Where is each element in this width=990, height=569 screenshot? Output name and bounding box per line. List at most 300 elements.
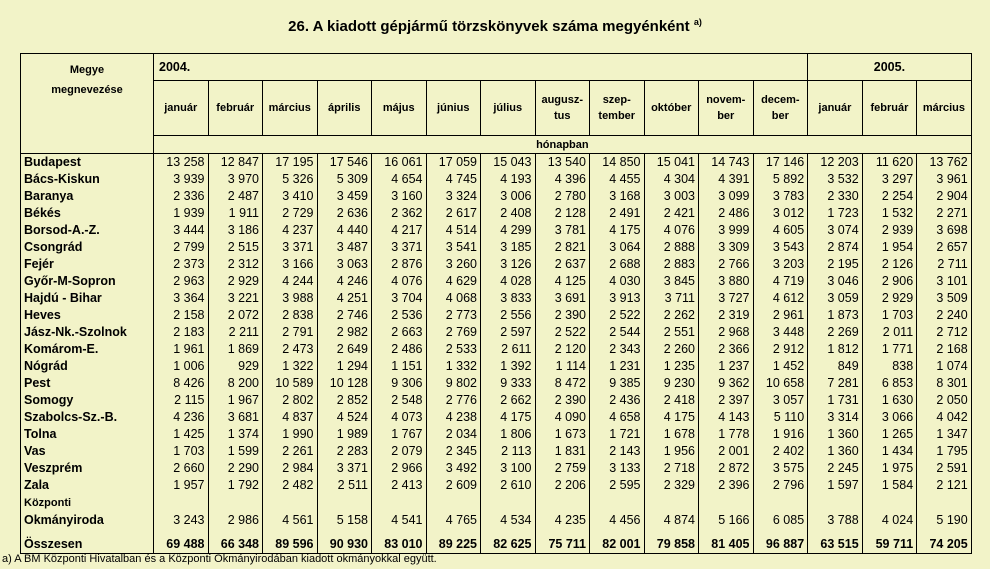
megye-header-line1: Megye: [69, 64, 105, 76]
year-2004-header: 2004.: [154, 54, 808, 81]
value-cell: 1 434: [862, 443, 917, 460]
value-cell: 3 203: [753, 256, 808, 273]
value-cell: 1 911: [208, 205, 263, 222]
month-header: [208, 81, 263, 136]
value-cell: 2 838: [263, 307, 318, 324]
value-cell: 2 345: [426, 443, 481, 460]
value-cell: 3 297: [862, 171, 917, 188]
county-name: Központi: [21, 494, 154, 512]
value-cell: 3 781: [535, 222, 590, 239]
value-cell: 2 269: [808, 324, 863, 341]
value-cell: 4 244: [263, 273, 318, 290]
value-cell: 4 304: [644, 171, 699, 188]
value-cell: 11 620: [862, 154, 917, 172]
value-cell: 3 448: [753, 324, 808, 341]
value-cell: [481, 494, 536, 512]
value-cell: 1 006: [154, 358, 209, 375]
value-cell: 9 306: [372, 375, 427, 392]
value-cell: 2 206: [535, 477, 590, 494]
value-cell: 10 589: [263, 375, 318, 392]
month-header: [862, 81, 917, 136]
value-cell: 4 125: [535, 273, 590, 290]
table-row: [21, 477, 972, 494]
county-name: Hajdú - Bihar: [21, 290, 154, 307]
county-name: Jász-Nk.-Szolnok: [21, 324, 154, 341]
value-cell: 3 160: [372, 188, 427, 205]
table-row: [21, 409, 972, 426]
value-cell: 14 850: [590, 154, 645, 172]
county-name: Somogy: [21, 392, 154, 409]
value-cell: 2 034: [426, 426, 481, 443]
value-cell: 5 326: [263, 171, 318, 188]
month-header: [753, 81, 808, 136]
month-header: [699, 81, 754, 136]
value-cell: 2 852: [317, 392, 372, 409]
value-cell: 4 175: [644, 409, 699, 426]
value-cell: 10 658: [753, 375, 808, 392]
table-title: [0, 17, 990, 35]
value-cell: [317, 494, 372, 512]
value-cell: 2 511: [317, 477, 372, 494]
value-cell: 2 397: [699, 392, 754, 409]
value-cell: 3 168: [590, 188, 645, 205]
value-cell: 2 011: [862, 324, 917, 341]
value-cell: 7 281: [808, 375, 863, 392]
value-cell: 2 872: [699, 460, 754, 477]
value-cell: 2 544: [590, 324, 645, 341]
value-cell: 4 629: [426, 273, 481, 290]
value-cell: 2 366: [699, 341, 754, 358]
value-cell: 2 261: [263, 443, 318, 460]
value-cell: 3 003: [644, 188, 699, 205]
month-header-line: február: [870, 102, 909, 114]
value-cell: 1 678: [644, 426, 699, 443]
value-cell: 1 630: [862, 392, 917, 409]
table-row: [21, 392, 972, 409]
value-cell: 4 440: [317, 222, 372, 239]
value-cell: 2 312: [208, 256, 263, 273]
value-cell: 17 195: [263, 154, 318, 172]
county-name: Borsod-A.-Z.: [21, 222, 154, 239]
value-cell: 1 235: [644, 358, 699, 375]
value-cell: 3 100: [481, 460, 536, 477]
value-cell: 3 371: [263, 239, 318, 256]
table-row: [21, 443, 972, 460]
value-cell: 4 236: [154, 409, 209, 426]
value-cell: 3 492: [426, 460, 481, 477]
value-cell: 2 966: [372, 460, 427, 477]
value-cell: 2 660: [154, 460, 209, 477]
value-cell: 6 085: [753, 512, 808, 529]
value-cell: 4 175: [481, 409, 536, 426]
month-header-line: ber: [771, 110, 789, 122]
value-cell: 6 853: [862, 375, 917, 392]
value-cell: 1 294: [317, 358, 372, 375]
value-cell: 1 990: [263, 426, 318, 443]
value-cell: [917, 494, 972, 512]
value-cell: 2 984: [263, 460, 318, 477]
value-cell: 83 010: [372, 535, 427, 554]
value-cell: 9 333: [481, 375, 536, 392]
table-row: [21, 426, 972, 443]
value-cell: 2 373: [154, 256, 209, 273]
value-cell: 3 532: [808, 171, 863, 188]
value-cell: 3 509: [917, 290, 972, 307]
value-cell: 2 158: [154, 307, 209, 324]
month-header-line: június: [437, 102, 470, 114]
month-header-line: április: [328, 102, 361, 114]
value-cell: 4 143: [699, 409, 754, 426]
value-cell: 2 556: [481, 307, 536, 324]
value-cell: 4 612: [753, 290, 808, 307]
value-cell: 3 543: [753, 239, 808, 256]
value-cell: 4 541: [372, 512, 427, 529]
value-cell: 3 681: [208, 409, 263, 426]
value-cell: 2 486: [372, 341, 427, 358]
value-cell: 2 982: [317, 324, 372, 341]
value-cell: 2 436: [590, 392, 645, 409]
county-name: Bács-Kiskun: [21, 171, 154, 188]
table-row: [21, 358, 972, 375]
value-cell: 5 892: [753, 171, 808, 188]
value-cell: 5 309: [317, 171, 372, 188]
value-cell: 90 930: [317, 535, 372, 554]
value-cell: 4 030: [590, 273, 645, 290]
value-cell: 8 472: [535, 375, 590, 392]
value-cell: 2 780: [535, 188, 590, 205]
value-cell: 75 711: [535, 535, 590, 554]
value-cell: 13 762: [917, 154, 972, 172]
value-cell: 2 330: [808, 188, 863, 205]
month-header-line: február: [216, 102, 255, 114]
value-cell: 1 452: [753, 358, 808, 375]
value-cell: 2 821: [535, 239, 590, 256]
value-cell: 4 837: [263, 409, 318, 426]
value-cell: 3 166: [263, 256, 318, 273]
value-cell: 4 251: [317, 290, 372, 307]
value-cell: 1 916: [753, 426, 808, 443]
month-header-line: január: [818, 102, 852, 114]
value-cell: 1 584: [862, 477, 917, 494]
value-cell: 3 487: [317, 239, 372, 256]
month-header-line: tember: [598, 110, 636, 122]
value-cell: 1 956: [644, 443, 699, 460]
value-cell: 2 408: [481, 205, 536, 222]
value-cell: 2 791: [263, 324, 318, 341]
value-cell: 2 533: [426, 341, 481, 358]
value-cell: 3 444: [154, 222, 209, 239]
value-cell: 2 776: [426, 392, 481, 409]
month-header: [317, 81, 372, 136]
value-cell: 2 402: [753, 443, 808, 460]
value-cell: 3 074: [808, 222, 863, 239]
value-cell: 3 324: [426, 188, 481, 205]
value-cell: 4 561: [263, 512, 318, 529]
county-name: Csongrád: [21, 239, 154, 256]
value-cell: 4 396: [535, 171, 590, 188]
value-cell: 1 597: [808, 477, 863, 494]
value-cell: 4 719: [753, 273, 808, 290]
value-cell: 4 073: [372, 409, 427, 426]
value-cell: 4 237: [263, 222, 318, 239]
value-cell: 4 024: [862, 512, 917, 529]
value-cell: 3 691: [535, 290, 590, 307]
month-header: [917, 81, 972, 136]
value-cell: [699, 494, 754, 512]
value-cell: 1 599: [208, 443, 263, 460]
month-header: [808, 81, 863, 136]
value-cell: 3 059: [808, 290, 863, 307]
value-cell: 2 362: [372, 205, 427, 222]
value-cell: 4 090: [535, 409, 590, 426]
total-row: [21, 535, 972, 554]
value-cell: 4 514: [426, 222, 481, 239]
value-cell: 2 802: [263, 392, 318, 409]
value-cell: 3 788: [808, 512, 863, 529]
value-cell: 5 166: [699, 512, 754, 529]
value-cell: 1 771: [862, 341, 917, 358]
title-footnote-mark: a): [693, 17, 702, 27]
value-cell: 82 625: [481, 535, 536, 554]
value-cell: 2 609: [426, 477, 481, 494]
value-cell: 9 362: [699, 375, 754, 392]
value-cell: 5 110: [753, 409, 808, 426]
value-cell: 2 939: [862, 222, 917, 239]
county-name: Szabolcs-Sz.-B.: [21, 409, 154, 426]
value-cell: 2 390: [535, 307, 590, 324]
month-header-line: január: [164, 102, 198, 114]
value-cell: 2 961: [753, 307, 808, 324]
value-cell: 1 392: [481, 358, 536, 375]
value-cell: 4 042: [917, 409, 972, 426]
title-text: 26. A kiadott gépjármű törzskönyvek száma megyénként: [288, 18, 690, 35]
value-cell: 17 146: [753, 154, 808, 172]
value-cell: 2 662: [481, 392, 536, 409]
value-cell: 4 455: [590, 171, 645, 188]
value-cell: 2 115: [154, 392, 209, 409]
value-cell: 3 133: [590, 460, 645, 477]
value-cell: 3 066: [862, 409, 917, 426]
month-header-line: decem-: [761, 94, 800, 106]
value-cell: 3 126: [481, 256, 536, 273]
value-cell: 82 001: [590, 535, 645, 554]
value-cell: 2 769: [426, 324, 481, 341]
value-cell: 3 704: [372, 290, 427, 307]
value-cell: 81 405: [699, 535, 754, 554]
value-cell: [426, 494, 481, 512]
value-cell: 2 729: [263, 205, 318, 222]
value-cell: 3 988: [263, 290, 318, 307]
county-name: Veszprém: [21, 460, 154, 477]
value-cell: 2 120: [535, 341, 590, 358]
value-cell: 2 874: [808, 239, 863, 256]
value-cell: 838: [862, 358, 917, 375]
unit-header: hónapban: [154, 136, 972, 154]
value-cell: 4 246: [317, 273, 372, 290]
value-cell: 2 536: [372, 307, 427, 324]
value-cell: 2 121: [917, 477, 972, 494]
value-cell: 2 773: [426, 307, 481, 324]
value-cell: 1 237: [699, 358, 754, 375]
value-cell: 2 663: [372, 324, 427, 341]
value-cell: 59 711: [862, 535, 917, 554]
table-row: [21, 154, 972, 172]
value-cell: 96 887: [753, 535, 808, 554]
county-name: Heves: [21, 307, 154, 324]
table-row: [21, 324, 972, 341]
value-cell: 1 961: [154, 341, 209, 358]
value-cell: [862, 494, 917, 512]
table-row: [21, 341, 972, 358]
value-cell: [154, 494, 209, 512]
value-cell: 2 968: [699, 324, 754, 341]
value-cell: 3 939: [154, 171, 209, 188]
value-cell: 2 473: [263, 341, 318, 358]
value-cell: 3 006: [481, 188, 536, 205]
value-cell: 2 649: [317, 341, 372, 358]
value-cell: 2 595: [590, 477, 645, 494]
value-cell: 4 217: [372, 222, 427, 239]
value-cell: 3 698: [917, 222, 972, 239]
value-cell: 13 540: [535, 154, 590, 172]
value-cell: 12 203: [808, 154, 863, 172]
county-name: Okmányiroda: [21, 512, 154, 529]
value-cell: 2 766: [699, 256, 754, 273]
county-name: Fejér: [21, 256, 154, 273]
county-name: Budapest: [21, 154, 154, 172]
value-cell: 4 605: [753, 222, 808, 239]
month-header: [263, 81, 318, 136]
month-header: [644, 81, 699, 136]
value-cell: [590, 494, 645, 512]
value-cell: 3 364: [154, 290, 209, 307]
value-cell: 2 421: [644, 205, 699, 222]
value-cell: 1 673: [535, 426, 590, 443]
value-cell: 89 596: [263, 535, 318, 554]
value-cell: 2 072: [208, 307, 263, 324]
value-cell: 2 883: [644, 256, 699, 273]
table-row: [21, 460, 972, 477]
value-cell: 2 617: [426, 205, 481, 222]
footnote: a) A BM Központi Hivatalban és a Központi Okmányirodában kiadott okmányokkal együtt.: [2, 553, 437, 565]
table-row: [21, 205, 972, 222]
value-cell: 2 329: [644, 477, 699, 494]
value-cell: 2 491: [590, 205, 645, 222]
value-cell: 1 869: [208, 341, 263, 358]
value-cell: 1 731: [808, 392, 863, 409]
county-name: Nógrád: [21, 358, 154, 375]
value-cell: 12 847: [208, 154, 263, 172]
value-cell: 3 314: [808, 409, 863, 426]
value-cell: 10 128: [317, 375, 372, 392]
table-row: [21, 290, 972, 307]
value-cell: 2 482: [263, 477, 318, 494]
value-cell: 3 541: [426, 239, 481, 256]
value-cell: 2 591: [917, 460, 972, 477]
value-cell: [753, 494, 808, 512]
value-cell: 66 348: [208, 535, 263, 554]
table-row: [21, 256, 972, 273]
value-cell: 849: [808, 358, 863, 375]
value-cell: 79 858: [644, 535, 699, 554]
county-name: Vas: [21, 443, 154, 460]
value-cell: 2 390: [535, 392, 590, 409]
month-header: [535, 81, 590, 136]
value-cell: 929: [208, 358, 263, 375]
data-table: [20, 53, 972, 554]
month-header-line: május: [382, 102, 415, 114]
value-cell: 3 783: [753, 188, 808, 205]
value-cell: [263, 494, 318, 512]
table-row: [21, 273, 972, 290]
value-cell: 1 532: [862, 205, 917, 222]
value-cell: 2 113: [481, 443, 536, 460]
table-body: [21, 154, 972, 554]
value-cell: 3 970: [208, 171, 263, 188]
month-header-line: novem-: [706, 94, 746, 106]
value-cell: 2 126: [862, 256, 917, 273]
value-cell: 2 413: [372, 477, 427, 494]
county-name: Pest: [21, 375, 154, 392]
value-cell: 17 546: [317, 154, 372, 172]
value-cell: 2 290: [208, 460, 263, 477]
value-cell: 2 597: [481, 324, 536, 341]
value-cell: 2 637: [535, 256, 590, 273]
value-cell: 3 727: [699, 290, 754, 307]
value-cell: 3 459: [317, 188, 372, 205]
value-cell: 2 128: [535, 205, 590, 222]
value-cell: [644, 494, 699, 512]
value-cell: 1 721: [590, 426, 645, 443]
value-cell: 3 260: [426, 256, 481, 273]
value-cell: 2 168: [917, 341, 972, 358]
month-header-line: tus: [554, 110, 571, 122]
value-cell: 2 876: [372, 256, 427, 273]
value-cell: 2 610: [481, 477, 536, 494]
value-cell: 1 231: [590, 358, 645, 375]
value-cell: 3 371: [317, 460, 372, 477]
value-cell: 1 767: [372, 426, 427, 443]
value-cell: 5 158: [317, 512, 372, 529]
value-cell: 4 765: [426, 512, 481, 529]
value-cell: 1 360: [808, 443, 863, 460]
value-cell: 4 658: [590, 409, 645, 426]
value-cell: [208, 494, 263, 512]
county-name: Tolna: [21, 426, 154, 443]
value-cell: 4 745: [426, 171, 481, 188]
table-row: [21, 222, 972, 239]
value-cell: 1 795: [917, 443, 972, 460]
value-cell: 9 385: [590, 375, 645, 392]
value-cell: 3 185: [481, 239, 536, 256]
month-header-line: július: [493, 102, 523, 114]
value-cell: 1 347: [917, 426, 972, 443]
value-cell: 63 515: [808, 535, 863, 554]
value-cell: 13 258: [154, 154, 209, 172]
value-cell: 4 654: [372, 171, 427, 188]
value-cell: 3 012: [753, 205, 808, 222]
value-cell: 3 309: [699, 239, 754, 256]
value-cell: 4 076: [644, 222, 699, 239]
value-cell: 14 743: [699, 154, 754, 172]
county-name: Zala: [21, 477, 154, 494]
value-cell: 2 551: [644, 324, 699, 341]
value-cell: 4 874: [644, 512, 699, 529]
value-cell: 3 371: [372, 239, 427, 256]
value-cell: 5 190: [917, 512, 972, 529]
value-cell: 3 046: [808, 273, 863, 290]
value-cell: 8 200: [208, 375, 263, 392]
